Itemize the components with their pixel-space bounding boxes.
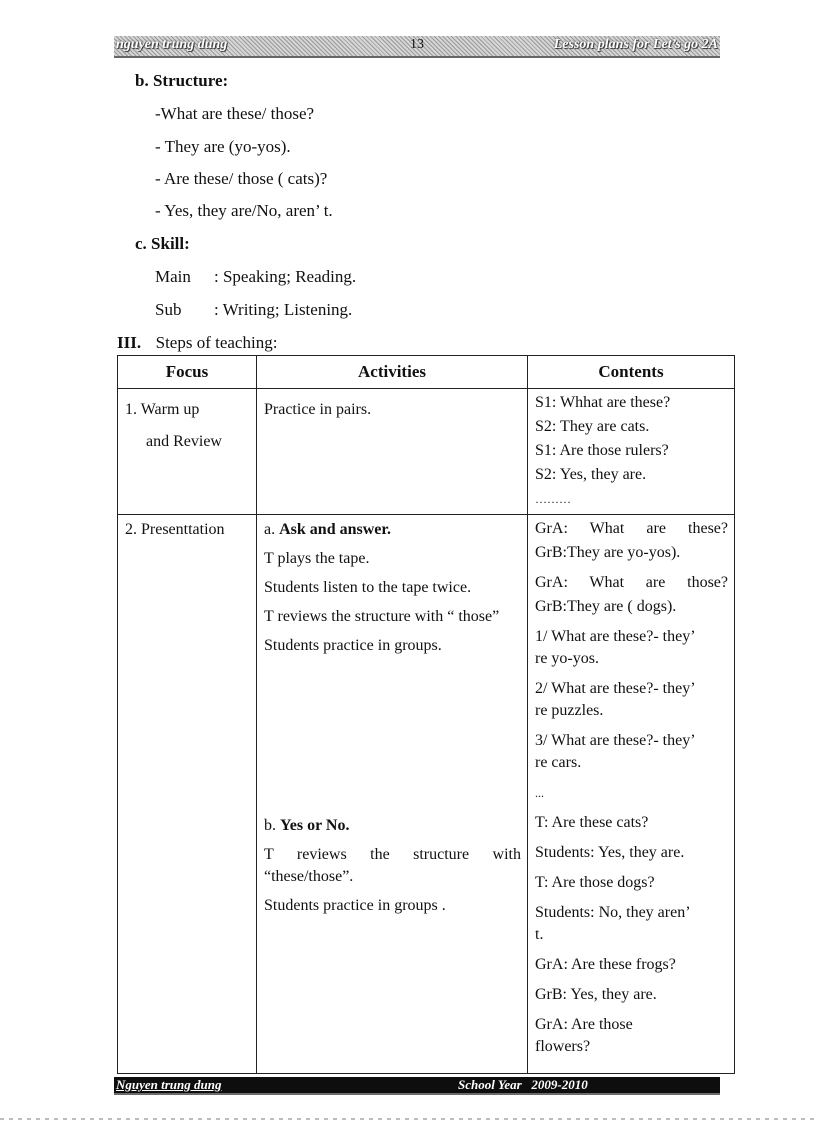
content-line: S1: Are those rulers?	[535, 442, 669, 459]
structure-line: - Yes, they are/No, aren’ t.	[155, 201, 333, 220]
activity-a-title: Ask and answer.	[279, 521, 391, 538]
content-line: S2: They are cats.	[535, 418, 650, 435]
footer-school-year: School Year 2009-2010	[458, 1077, 588, 1092]
content-line: 3/ What are these?- they’ re cars.	[535, 732, 695, 771]
content-line: GrA: What are these?	[535, 520, 728, 537]
content-line: GrB:They are ( dogs).	[535, 598, 677, 615]
activity-text: T reviews the structure with “ those”	[264, 608, 500, 625]
content-line: ...	[535, 786, 544, 800]
focus-cell	[118, 515, 257, 1074]
structure-line: -What are these/ those?	[155, 104, 315, 123]
activity-b-title: Yes or No.	[280, 817, 350, 834]
skill-sub-value: : Writing; Listening.	[214, 300, 353, 319]
column-header-focus: Focus	[118, 356, 257, 389]
activity-text: Students practice in groups.	[264, 637, 442, 654]
page-header	[114, 36, 720, 58]
contents-cell	[528, 389, 735, 515]
content-line: GrA: Are these frogs?	[535, 956, 676, 973]
activity-text: T plays the tape.	[264, 550, 370, 567]
content-line: ………	[535, 492, 571, 506]
content-line: Students: No, they aren’ t.	[535, 904, 690, 943]
activity-b-prefix: b.	[264, 817, 276, 834]
activity-text: T reviews the structure with “these/those”.	[264, 846, 521, 885]
contents-cell	[528, 515, 735, 1074]
content-line: T: Are those dogs?	[535, 874, 655, 891]
activity-cell	[257, 389, 528, 515]
header-author: nguyen trung dung	[116, 37, 228, 52]
activity-a-prefix: a.	[264, 521, 276, 538]
skill-main-label: Main	[155, 267, 191, 286]
table-row	[118, 515, 735, 1074]
skill-sub-label: Sub	[155, 300, 182, 319]
table-header-row	[118, 356, 735, 389]
focus-text: 1. Warm up	[125, 401, 200, 418]
content-line: 1/ What are these?- they’ re yo-yos.	[535, 628, 695, 667]
structure-line: - Are these/ those ( cats)?	[155, 169, 328, 188]
activity-cell	[257, 515, 528, 1074]
structure-heading: b. Structure:	[135, 71, 229, 90]
activity-text: Practice in pairs.	[264, 401, 372, 418]
content-line: GrA: What are those?	[535, 574, 728, 591]
steps-table	[117, 355, 735, 1074]
page-footer	[114, 1077, 720, 1095]
content-line: T: Are these cats?	[535, 814, 649, 831]
footer-author: Nguyen trung dung	[116, 1077, 222, 1092]
activity-text: Students practice in groups .	[264, 897, 446, 914]
content-line: 2/ What are these?- they’ re puzzles.	[535, 680, 695, 719]
focus-text: and Review	[146, 433, 222, 450]
content-line: GrB:They are yo-yos).	[535, 544, 681, 561]
steps-heading-text: Steps of teaching:	[155, 333, 278, 352]
header-title: Lesson plans for Let’s go 2A	[553, 37, 718, 52]
skill-main-value: : Speaking; Reading.	[214, 267, 357, 286]
content-line: Students: Yes, they are.	[535, 844, 685, 861]
table-row	[118, 389, 735, 515]
page-number: 13	[410, 37, 424, 52]
column-header-contents: Contents	[528, 356, 735, 389]
steps-heading-numeral: III.	[117, 333, 142, 352]
focus-text: 2. Presenttation	[125, 521, 225, 538]
activity-text: Students listen to the tape twice.	[264, 579, 472, 596]
content-line: S1: Whhat are these?	[535, 394, 671, 411]
content-line: GrA: Are those flowers?	[535, 1016, 633, 1055]
steps-heading	[117, 333, 277, 353]
column-header-activities: Activities	[257, 356, 528, 389]
skill-heading: c. Skill:	[135, 234, 190, 253]
content-line: GrB: Yes, they are.	[535, 986, 657, 1003]
content-line: S2: Yes, they are.	[535, 466, 647, 483]
bottom-dashed-divider	[0, 1118, 816, 1120]
structure-line: - They are (yo-yos).	[155, 137, 291, 156]
focus-cell	[118, 389, 257, 515]
